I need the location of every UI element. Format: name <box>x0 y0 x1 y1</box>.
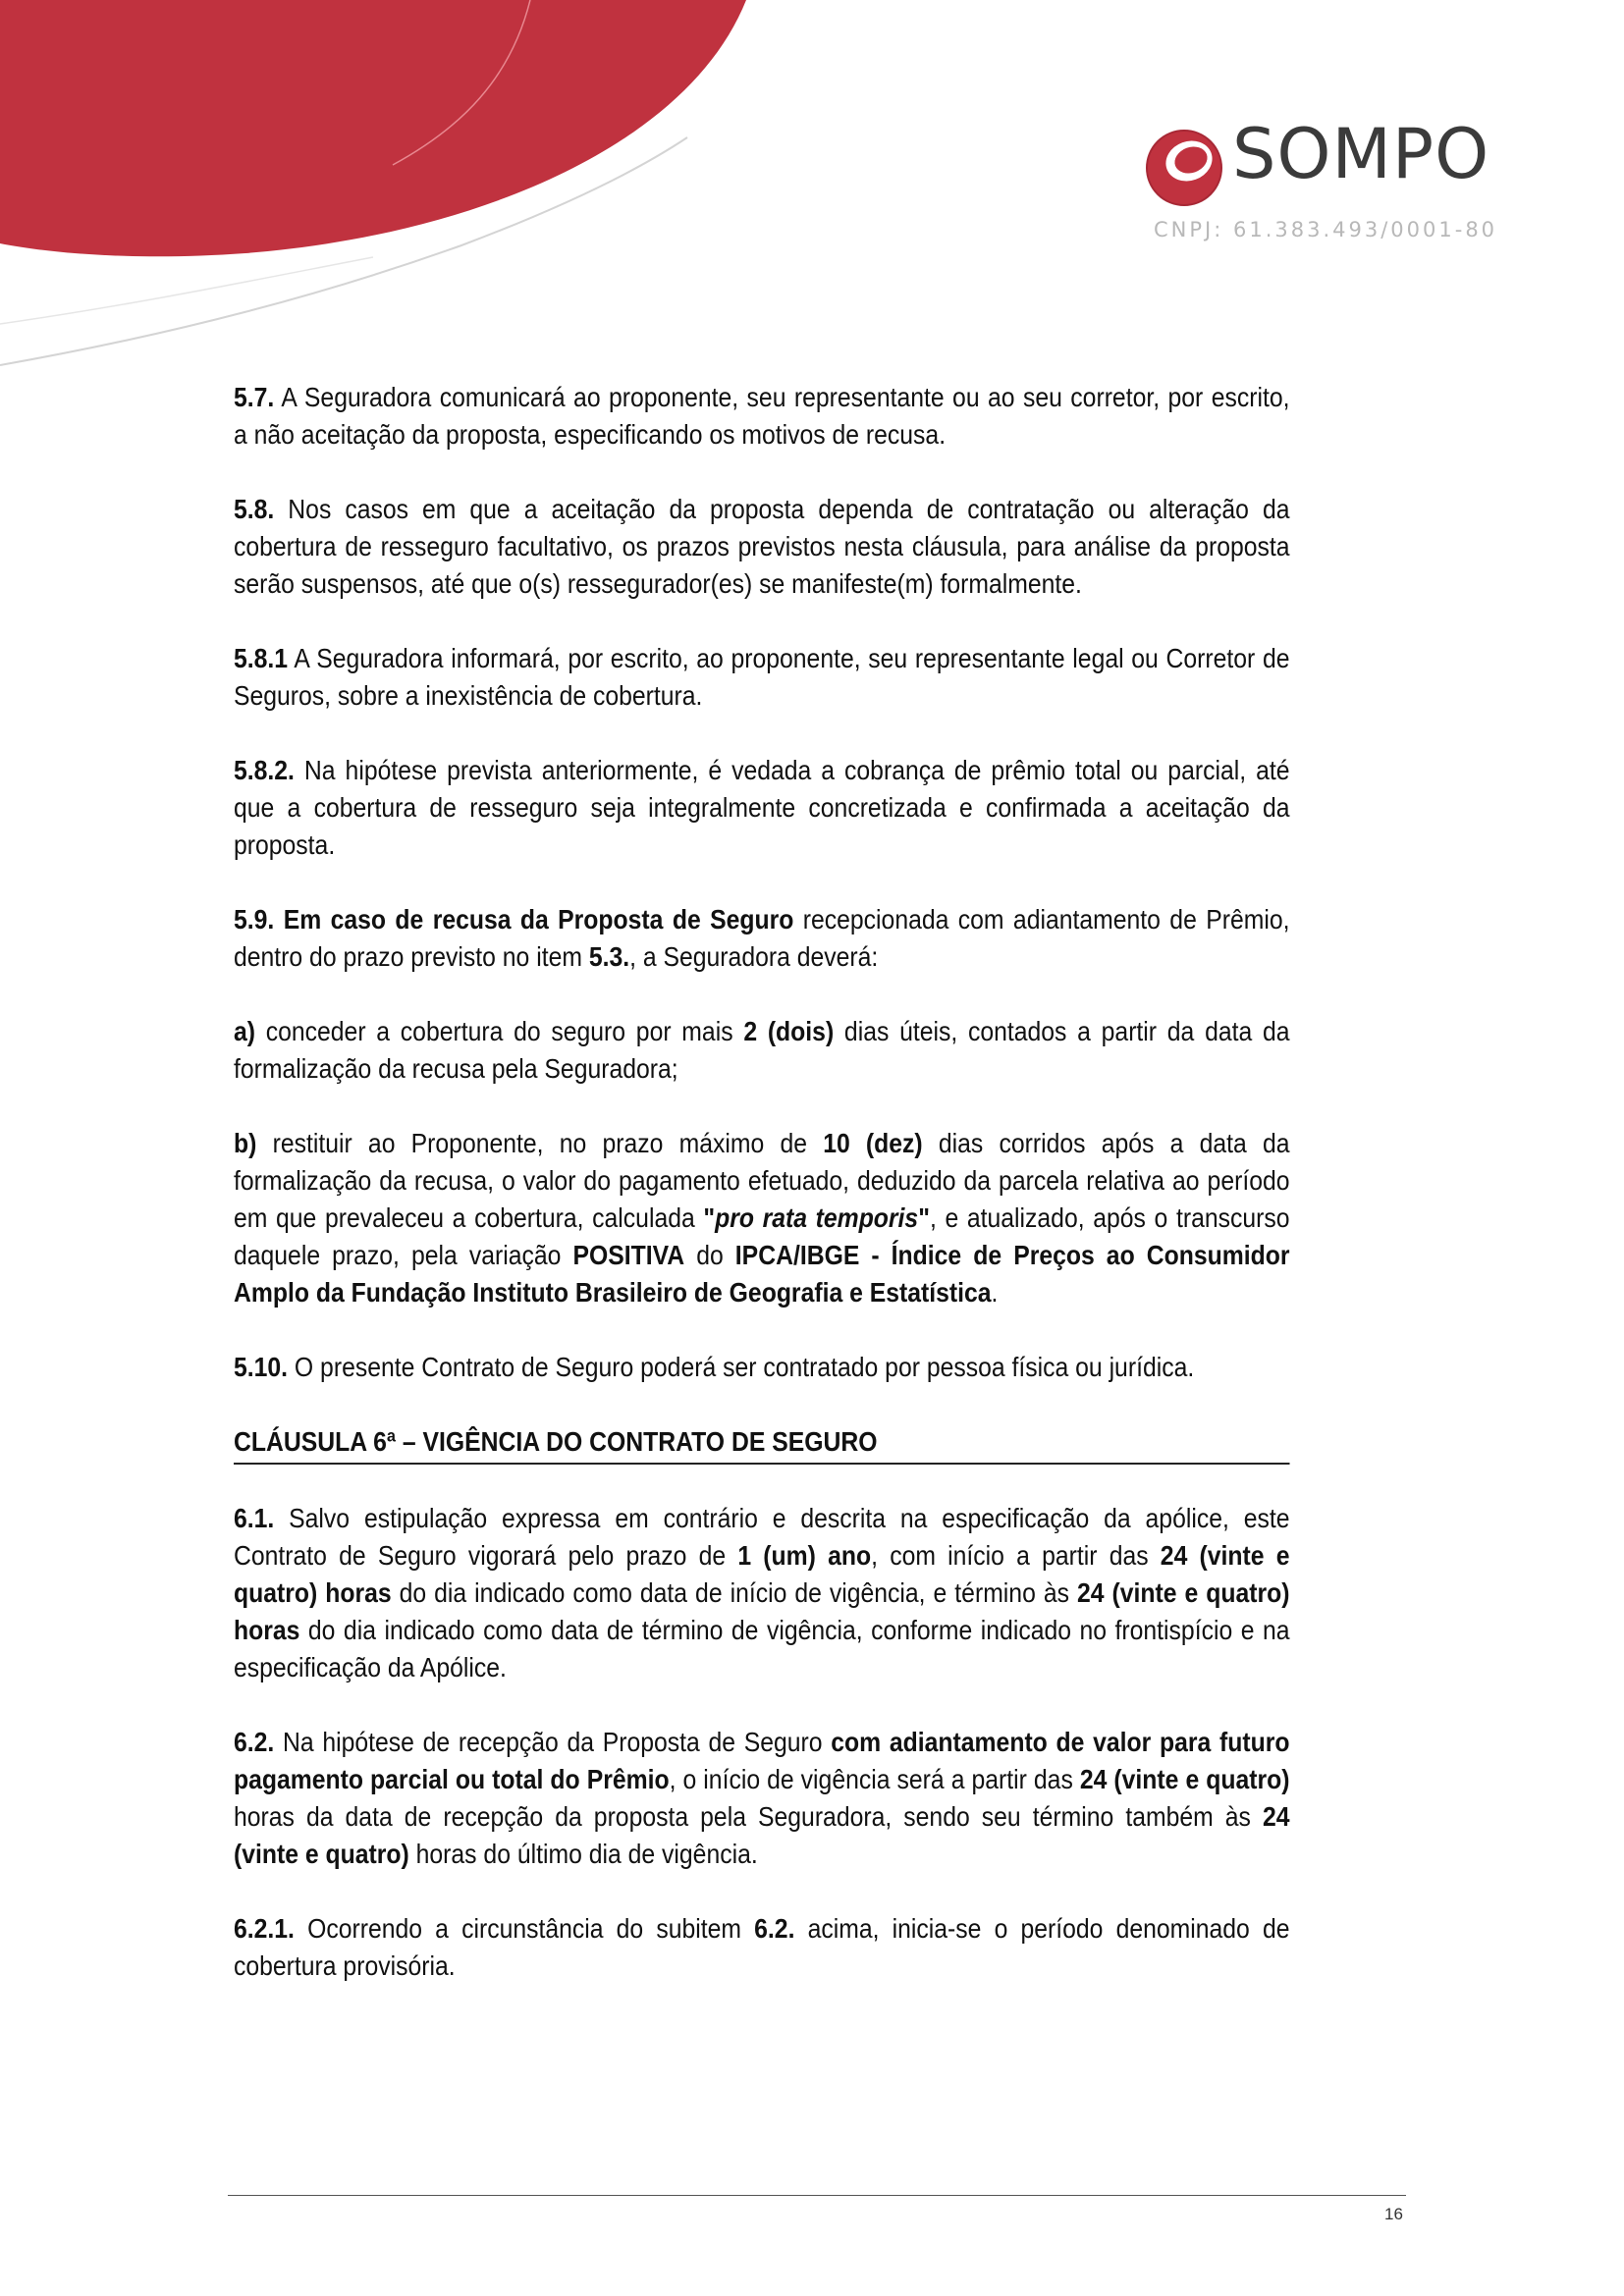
clause-5-8-1 <box>234 640 1290 715</box>
clause-bold-text: 6.2. <box>754 1913 795 1944</box>
clause-number: 5.9. <box>234 904 275 934</box>
clause-text: recepcionada com adiantamento de Prêmio, dentro do prazo previsto no item <box>234 904 1290 972</box>
clause-bold-text: Em caso de recusa da Proposta de Seguro <box>283 904 794 934</box>
footer-divider <box>228 2195 1406 2196</box>
clause-text: A Seguradora informará, por escrito, ao proponente, seu representante legal ou Corretor de Seguros, sobre a inexistência de cobertura. <box>234 643 1290 711</box>
clause-text: conceder a cobertura do seguro por mais <box>255 1016 744 1046</box>
clause-bold-text: 1 (um) ano <box>737 1540 872 1571</box>
clause-text: do dia indicado como data de início de vigência, e término às <box>391 1577 1077 1608</box>
clause-bold-text: IPCA/IBGE - Índice de Preços ao Consumidor Amplo da Fundação Instituto Brasileiro de Geografia e Estatística <box>234 1240 1290 1308</box>
clause-6-1 <box>234 1500 1290 1686</box>
cnpj-text: CNPJ: 61.383.493/0001-80 <box>1154 218 1498 241</box>
clause-text: Nos casos em que a aceitação da proposta dependa de contratação ou alteração da cobertura de resseguro facultativo, os prazos previstos nesta cláusula, para análise da proposta serão suspensos, até que o(s) ressegurador(es) se manifeste(m) formalmente. <box>234 494 1290 599</box>
clause-number: 6.2.1. <box>234 1913 295 1944</box>
clause-text: , a Seguradora deverá: <box>629 941 879 972</box>
clause-text: acima, inicia-se o período denominado de cobertura provisória. <box>234 1913 1290 1981</box>
clause-italic-text: pro rata temporis <box>715 1202 919 1233</box>
document-body <box>234 379 1290 2022</box>
clause-bold-text: POSITIVA <box>572 1240 685 1270</box>
clause-6-2-1 <box>234 1910 1290 1985</box>
clause-text: do dia indicado como data de término de vigência, conforme indicado no frontispício e na especificação da Apólice. <box>234 1615 1290 1682</box>
clause-bold-text: 24 (vinte e quatro) <box>1079 1764 1290 1794</box>
clause-text: . <box>991 1277 999 1308</box>
clause-text: horas do último dia de vigência. <box>408 1839 758 1869</box>
clause-5-8 <box>234 491 1290 603</box>
clause-number: 5.8.2. <box>234 755 295 785</box>
clause-bold-text: 5.3. <box>588 941 630 972</box>
sompo-logo-mark-icon <box>1144 128 1224 208</box>
clause-bold-text: 24 (vinte e quatro) horas <box>234 1577 1290 1645</box>
clause-5-10 <box>234 1349 1290 1386</box>
gray-swoosh-line <box>0 137 687 365</box>
clause-text: Na hipótese prevista anteriormente, é vedada a cobrança de prêmio total ou parcial, até que a cobertura de resseguro seja integralmente concretizada e confirmada a aceitação da proposta. <box>234 755 1290 860</box>
clause-text: Salvo estipulação expressa em contrário e descrita na especificação da apólice, este Contrato de Seguro vigorará pelo prazo de <box>234 1503 1290 1571</box>
item-label: b) <box>234 1128 257 1158</box>
clause-bold-text: 24 (vinte e quatro) <box>234 1801 1290 1869</box>
clause-number: 5.7. <box>234 382 275 412</box>
clause-number: 6.1. <box>234 1503 275 1533</box>
clause-text: Na hipótese de recepção da Proposta de Seguro <box>274 1727 832 1757</box>
quote-close: " <box>918 1202 930 1233</box>
clause-5-9 <box>234 901 1290 976</box>
clause-number: 5.8.1 <box>234 643 289 673</box>
clause-bold-text: 2 (dois) <box>743 1016 835 1046</box>
item-label: a) <box>234 1016 256 1046</box>
clause-text: , o início de vigência será a partir das <box>669 1764 1080 1794</box>
sompo-logo <box>1144 116 1517 243</box>
clause-text: , com início a partir das <box>871 1540 1161 1571</box>
clause-text: do <box>684 1240 735 1270</box>
clause-text: restituir ao Proponente, no prazo máximo de <box>256 1128 824 1158</box>
clause-bold-text: com adiantamento de valor para futuro pagamento parcial ou total do Prêmio <box>234 1727 1290 1794</box>
red-arc-shape <box>0 0 746 256</box>
clause-text: dias úteis, contados a partir da data da formalização da recusa pela Seguradora; <box>234 1016 1290 1084</box>
clause-text: A Seguradora comunicará ao proponente, seu representante ou ao seu corretor, por escrito, a não aceitação da proposta, especificando os motivos de recusa. <box>234 382 1290 450</box>
clause-5-8-2 <box>234 752 1290 864</box>
gray-swoosh-line-2 <box>0 257 373 324</box>
clause-5-9-b <box>234 1125 1290 1311</box>
quote-open: " <box>703 1202 716 1233</box>
clause-number: 5.8. <box>234 494 275 524</box>
clause-text: O presente Contrato de Seguro poderá ser contratado por pessoa física ou jurídica. <box>288 1352 1195 1382</box>
clause-number: 5.10. <box>234 1352 289 1382</box>
logo-wordmark: SOMPO <box>1232 114 1490 194</box>
clause-text: , e atualizado, após o transcurso daquele prazo, pela variação <box>234 1202 1290 1270</box>
red-arc-inner-line <box>393 0 530 165</box>
clause-text: dias corridos após a data da formalização da recusa, o valor do pagamento efetuado, deduzido da parcela relativa ao período em que prevaleceu a cobertura, calculada <box>234 1128 1290 1233</box>
section-heading-clause-6: CLÁUSULA 6ª – VIGÊNCIA DO CONTRATO DE SEGURO <box>234 1423 1290 1465</box>
clause-6-2 <box>234 1724 1290 1873</box>
page-number: 16 <box>1384 2205 1403 2223</box>
clause-text: Ocorrendo a circunstância do subitem <box>294 1913 755 1944</box>
clause-5-7 <box>234 379 1290 454</box>
clause-text: horas da data de recepção da proposta pela Seguradora, sendo seu término também às <box>234 1801 1263 1832</box>
clause-5-9-a <box>234 1013 1290 1088</box>
clause-bold-text: 10 (dez) <box>823 1128 923 1158</box>
clause-bold-text: 24 (vinte e quatro) horas <box>234 1540 1290 1608</box>
clause-number: 6.2. <box>234 1727 275 1757</box>
